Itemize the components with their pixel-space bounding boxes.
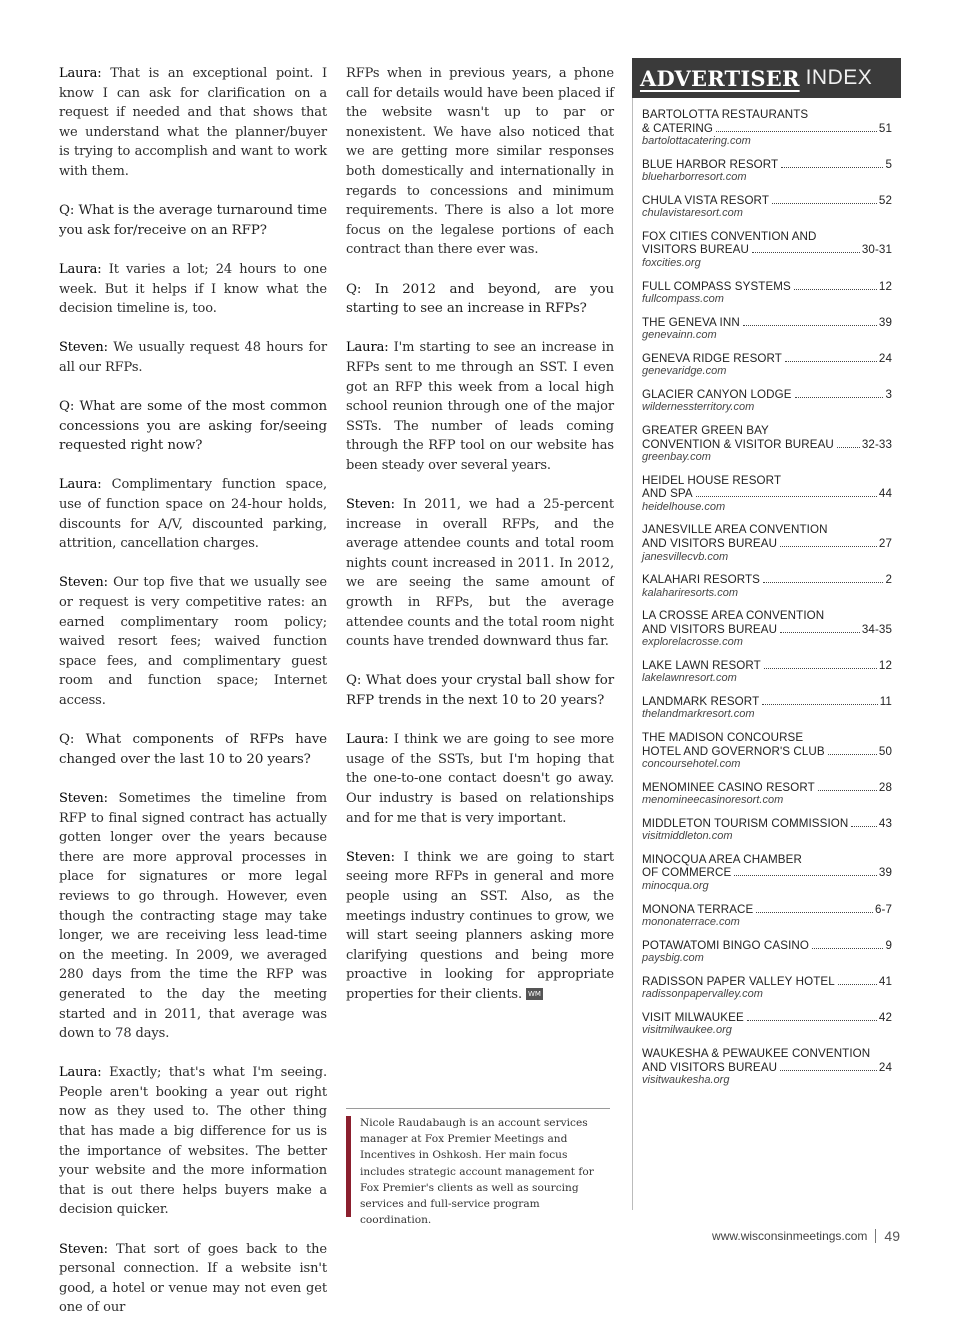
- advertiser-url[interactable]: thelandmarkresort.com: [642, 708, 755, 721]
- advertiser-name-line: [642, 939, 892, 953]
- advertiser-page: 5: [885, 157, 892, 171]
- answer-text: That sort of goes back to the personal connection. If a website isn't good, a hotel or venue may not even get one of our: [59, 1241, 327, 1316]
- advertiser-page: 43: [878, 816, 892, 830]
- author-bio: [346, 1108, 610, 1228]
- advertiser-name-line1: GREATER GREEN BAY: [642, 423, 769, 437]
- advertiser-index-header: [632, 58, 901, 98]
- advertiser-name: THE GENEVA INN: [642, 315, 740, 329]
- advertiser-url[interactable]: genevainn.com: [642, 329, 717, 342]
- dot-leader: [818, 790, 877, 791]
- advertiser-page: 9: [885, 938, 892, 952]
- advertiser-page: 30-31: [861, 243, 892, 257]
- advertiser-name-line: [642, 903, 892, 917]
- interview-answer: [59, 789, 327, 1044]
- advertiser-page: 51: [878, 121, 892, 135]
- advertiser-url[interactable]: visitmilwaukee.org: [642, 1024, 732, 1037]
- advertiser-name: CHULA VISTA RESORT: [642, 193, 770, 207]
- advertiser-name: KALAHARI RESORTS: [642, 573, 761, 586]
- advertiser-name: FULL COMPASS SYSTEMS: [642, 279, 791, 293]
- advertiser-entry: [642, 158, 892, 185]
- advertiser-name-line: [642, 866, 892, 880]
- speaker-name: Steven:: [346, 497, 395, 513]
- advertiser-url[interactable]: chulavistaresort.com: [642, 207, 743, 220]
- dot-leader: [780, 546, 877, 547]
- answer-text: I'm starting to see an increase in RFPs sent to me through an SST. I even got an RFP this week from a local high school reunion through one of the major SSTs. The number of leads coming through the RFP tool on our website has been steady over several years.: [346, 340, 614, 473]
- advertiser-name-line: [642, 438, 892, 452]
- advertiser-name-line: [642, 194, 892, 208]
- advertiser-entry: [642, 853, 892, 893]
- advertiser-name-line: [642, 388, 892, 402]
- end-mark: WM: [528, 990, 541, 999]
- advertiser-name-line: [642, 781, 892, 795]
- interview-answer: [346, 495, 614, 652]
- dot-leader: [828, 754, 877, 755]
- dot-leader: [780, 632, 860, 633]
- advertiser-entry: [642, 474, 892, 514]
- advertiser-name: MONONA TERRACE: [642, 902, 754, 916]
- bio-accent-bar: [346, 1116, 351, 1217]
- advertiser-entry: [642, 194, 892, 221]
- advertiser-page: 39: [878, 866, 892, 880]
- dot-leader: [785, 361, 877, 362]
- advertiser-name: AND VISITORS BUREAU: [642, 536, 778, 550]
- advertiser-page: 3: [885, 387, 892, 401]
- bio-text: Nicole Raudabaugh is an account services manager at Fox Premier Meetings and Incentives in Oshkosh. Her main focus includes strategic account management for Fox Premier's clients as well as sourcing services and full-service program coordination.: [360, 1117, 594, 1227]
- speaker-name: Steven:: [59, 340, 108, 356]
- advertiser-entry: [642, 1047, 892, 1087]
- advertiser-page: 27: [878, 536, 892, 550]
- advertiser-name-line: [642, 158, 892, 172]
- answer-text: We usually request 48 hours for all our RFPs.: [59, 340, 327, 375]
- advertiser-name-line1: FOX CITIES CONVENTION AND: [642, 229, 817, 243]
- advertiser-page: 50: [878, 744, 892, 758]
- answer-text: That is an exceptional point. I know I can ask for clarification on a request if needed and that shows that we understand what the planner/buyer is trying to accomplish and want to work with them.: [59, 66, 327, 179]
- advertiser-page: 12: [878, 658, 892, 672]
- interview-answer: [346, 64, 614, 260]
- advertiser-url[interactable]: explorelacrosse.com: [642, 636, 743, 649]
- advertiser-url[interactable]: kalahariresorts.com: [642, 586, 738, 599]
- advertiser-name-line1: JANESVILLE AREA CONVENTION: [642, 523, 828, 537]
- advertiser-entry: [642, 731, 892, 771]
- advertiser-url[interactable]: blueharborresort.com: [642, 171, 747, 184]
- advertiser-entry: [642, 975, 892, 1002]
- advertiser-name-line: [642, 1011, 892, 1025]
- advertiser-url[interactable]: mononaterrace.com: [642, 916, 740, 929]
- footer-website[interactable]: www.wisconsinmeetings.com: [712, 1229, 868, 1243]
- advertiser-index-list: [642, 108, 892, 1097]
- interview-answer: [346, 730, 614, 828]
- answer-text: Exactly; that's what I'm seeing. People aren't booking a year out right now as they used to. The other thing that has made a big difference for us is the importance of websites. The better your website and the more information that is out there helps buyers make a decision quicker.: [59, 1065, 327, 1218]
- dot-leader: [837, 447, 860, 448]
- speaker-name: Laura:: [59, 477, 102, 493]
- interview-answer: [346, 338, 614, 475]
- dot-leader: [795, 397, 884, 398]
- dot-leader: [747, 1020, 877, 1021]
- advertiser-name-line: [642, 1061, 892, 1075]
- advertiser-entry: [642, 424, 892, 464]
- advertiser-url[interactable]: janesvillecvb.com: [642, 550, 729, 563]
- page-number: 49: [884, 1228, 900, 1244]
- interview-answer: [59, 1063, 327, 1220]
- advertiser-name: AND SPA: [642, 487, 693, 501]
- dot-leader: [763, 582, 883, 583]
- advertiser-entry: [642, 523, 892, 563]
- advertiser-name: CONVENTION & VISITOR BUREAU: [642, 437, 834, 451]
- advertiser-entry: [642, 695, 892, 722]
- advertiser-name: VISITORS BUREAU: [642, 243, 749, 257]
- interview-answer: [59, 573, 327, 710]
- dot-leader: [812, 948, 883, 949]
- interview-question: Q: What does your crystal ball show for RFP trends in the next 10 to 20 years?: [346, 673, 614, 708]
- advertiser-name-line: [642, 316, 892, 330]
- advertiser-url[interactable]: heidelhouse.com: [642, 500, 726, 513]
- speaker-name: Steven:: [59, 1241, 108, 1257]
- advertiser-url[interactable]: visitwaukesha.org: [642, 1074, 730, 1087]
- speaker-name: Steven:: [59, 790, 108, 806]
- page-footer: [712, 1228, 900, 1244]
- advertiser-entry: [642, 230, 892, 270]
- advertiser-url[interactable]: fullcompass.com: [642, 293, 724, 306]
- dot-leader: [772, 203, 877, 204]
- advertiser-name: MIDDLETON TOURISM COMMISSION: [642, 816, 849, 830]
- advertiser-url[interactable]: lakelawnresort.com: [642, 672, 737, 685]
- dot-leader: [780, 1070, 877, 1071]
- advertiser-name-line: [642, 280, 892, 294]
- advertiser-entry: [642, 609, 892, 649]
- advertiser-url[interactable]: radissonpapervalley.com: [642, 988, 763, 1001]
- dot-leader: [752, 252, 860, 253]
- speaker-name: Laura:: [59, 261, 102, 277]
- advertiser-name-line: [642, 659, 892, 673]
- advertiser-url[interactable]: visitmiddleton.com: [642, 830, 733, 843]
- advertiser-entry: [642, 939, 892, 966]
- interview-answer: [59, 260, 327, 319]
- advertiser-entry: [642, 280, 892, 307]
- dot-leader: [781, 167, 883, 168]
- advertiser-entry: [642, 388, 892, 415]
- advertiser-name-line1: LA CROSSE AREA CONVENTION: [642, 609, 825, 623]
- dot-leader: [756, 912, 873, 913]
- article-column-left: [59, 64, 327, 1338]
- advertiser-url[interactable]: minocqua.org: [642, 880, 709, 893]
- advertiser-name: AND VISITORS BUREAU: [642, 1060, 778, 1074]
- advertiser-page: 24: [878, 351, 892, 365]
- advertiser-url[interactable]: wildernessterritory.com: [642, 401, 755, 414]
- advertiser-url[interactable]: menomineecasinoresort.com: [642, 794, 784, 807]
- interview-answer: [59, 1240, 327, 1318]
- advertiser-url[interactable]: foxcities.org: [642, 257, 701, 270]
- advertiser-entry: [642, 781, 892, 808]
- interview-answer: [59, 475, 327, 553]
- advertiser-entry: [642, 659, 892, 686]
- dot-leader: [696, 496, 877, 497]
- advertiser-url[interactable]: greenbay.com: [642, 451, 711, 464]
- advertiser-name-line1: BARTOLOTTA RESTAURANTS: [642, 108, 809, 121]
- advertiser-entry: [642, 903, 892, 930]
- advertiser-url[interactable]: concoursehotel.com: [642, 758, 741, 771]
- dot-leader: [794, 289, 877, 290]
- advertiser-entry: [642, 108, 892, 148]
- advertiser-name-line: [642, 487, 892, 501]
- advertiser-page: 41: [878, 974, 892, 988]
- advertiser-page: 39: [878, 315, 892, 329]
- advertiser-name: OF COMMERCE: [642, 866, 732, 880]
- answer-text: RFPs when in previous years, a phone call for details would have been placed if the website wasn't up to par or nonexistent. We have also noticed that we are getting more similar responses both domestically and internationally in regards to concessions and minimum requirements. There is also a lot more focus on the legalese portions of each contract than there ever was.: [346, 66, 614, 258]
- index-divider: [632, 58, 633, 1210]
- advertiser-page: 34-35: [861, 622, 892, 636]
- advertiser-page: 32-33: [861, 437, 892, 451]
- advertiser-page: 12: [878, 279, 892, 293]
- advertiser-page: 52: [878, 193, 892, 207]
- answer-text: I think we are going to see more usage of the SSTs, but I'm hoping that the one-to-one contact doesn't go away. Our industry is based on relationships and for me that is very important.: [346, 732, 614, 826]
- interview-question: Q: What components of RFPs have changed over the last 10 to 20 years?: [59, 732, 327, 767]
- speaker-name: Steven:: [346, 849, 395, 865]
- answer-text: Complimentary function space, use of function space on 24-hour holds, discounts for A/V, discounted parking, attrition, cancellation charges.: [59, 477, 327, 552]
- interview-answer: [346, 848, 614, 1005]
- footer-separator: [875, 1229, 876, 1243]
- advertiser-name-line: [642, 975, 892, 989]
- advertiser-page: 6-7: [874, 902, 892, 916]
- advertiser-url[interactable]: bartolottacatering.com: [642, 135, 751, 148]
- advertiser-name-line: [642, 352, 892, 366]
- advertiser-page: 11: [879, 694, 892, 708]
- advertiser-name-line: [642, 817, 892, 831]
- speaker-name: Laura:: [346, 732, 389, 748]
- interview-answer: [59, 338, 327, 377]
- dot-leader: [762, 704, 878, 705]
- advertiser-name: RADISSON PAPER VALLEY HOTEL: [642, 974, 835, 988]
- speaker-name: Steven:: [59, 575, 108, 591]
- answer-text: Our top five that we usually see or request is very competitive rates: an earned complimentary room policy; waived resort fees; waived function space fees, and complimentary guest room and function space; Internet access.: [59, 575, 327, 708]
- advertiser-entry: [642, 817, 892, 844]
- advertiser-entry: [642, 1011, 892, 1038]
- advertiser-name: HOTEL AND GOVERNOR'S CLUB: [642, 744, 825, 758]
- answer-text: In 2011, we had a 25-percent increase in overall RFPs, and the average attendee counts and total room nights count increased in 2011. In 2012, we are seeing the same amount of growth in RFPs, but the average attendee counts and the total room night counts have trended downward thus far.: [346, 497, 614, 650]
- speaker-name: Laura:: [346, 340, 389, 356]
- dot-leader: [838, 984, 877, 985]
- answer-text: I think we are going to start seeing more RFPs in general and more people using an SST. Also, as the meetings industry continues to grow, we will start seeing planners asking more clarifying questions and being more proactive in looking for appropriate properties for their clients.: [346, 849, 614, 1002]
- answer-text: It varies a lot; 24 hours to one week. But it helps if I know what the decision timeline is, too.: [59, 261, 327, 317]
- index-title-bold: ADVERTISER: [640, 65, 800, 91]
- advertiser-name: GENEVA RIDGE RESORT: [642, 351, 782, 365]
- advertiser-name-line: [642, 623, 892, 637]
- interview-question: Q: What are some of the most common concessions you are asking for/seeing requested right now?: [59, 399, 327, 454]
- index-title-light: INDEX: [805, 66, 873, 89]
- dot-leader: [764, 668, 877, 669]
- advertiser-name-line: [642, 537, 892, 551]
- advertiser-name-line: [642, 573, 892, 587]
- advertiser-name-line1: HEIDEL HOUSE RESORT: [642, 473, 782, 487]
- advertiser-name-line: [642, 243, 892, 257]
- interview-question: Q: In 2012 and beyond, are you starting to see an increase in RFPs?: [346, 281, 614, 317]
- advertiser-page: 42: [878, 1010, 892, 1024]
- advertiser-name-line1: THE MADISON CONCOURSE: [642, 730, 804, 744]
- dot-leader: [734, 875, 877, 876]
- advertiser-name-line: [642, 745, 892, 759]
- advertiser-entry: [642, 352, 892, 379]
- advertiser-name-line1: WAUKESHA & PEWAUKEE CONVENTION: [642, 1046, 871, 1060]
- advertiser-name: BLUE HARBOR RESORT: [642, 157, 779, 171]
- advertiser-page: 24: [878, 1060, 892, 1074]
- advertiser-name: LANDMARK RESORT: [642, 694, 760, 708]
- interview-answer: [59, 64, 327, 182]
- speaker-name: Laura:: [59, 1065, 102, 1081]
- interview-question: Q: What is the average turnaround time you ask for/receive on an RFP?: [59, 203, 328, 238]
- advertiser-name-line1: MINOCQUA AREA CHAMBER: [642, 852, 802, 866]
- advertiser-name: POTAWATOMI BINGO CASINO: [642, 938, 809, 952]
- advertiser-name: LAKE LAWN RESORT: [642, 658, 761, 672]
- advertiser-name-line: [642, 695, 892, 709]
- dot-leader: [851, 826, 877, 827]
- advertiser-page: 28: [878, 780, 892, 794]
- advertiser-entry: [642, 316, 892, 343]
- advertiser-page: 2: [885, 573, 892, 586]
- advertiser-url[interactable]: paysbig.com: [642, 952, 704, 965]
- advertiser-url[interactable]: genevaridge.com: [642, 365, 727, 378]
- advertiser-name: AND VISITORS BUREAU: [642, 622, 778, 636]
- advertiser-name: GLACIER CANYON LODGE: [642, 387, 792, 401]
- answer-text: Sometimes the timeline from RFP to final signed contract has actually gotten longer over the years because there are more approval processes in place for signatures or more legal reviews to go through. However, even though the contracting stage may take longer, we are receiving less lead-time on the meeting. In 2009, we averaged 280 days from the time the RFP was generated to the day the meeting started and in 2011, that average was down to 78 days.: [59, 790, 327, 1042]
- dot-leader: [743, 325, 877, 326]
- article-column-middle: [346, 64, 614, 1024]
- advertiser-name-line: [642, 122, 892, 136]
- advertiser-name: MENOMINEE CASINO RESORT: [642, 780, 815, 794]
- advertiser-entry: [642, 573, 892, 600]
- speaker-name: Laura:: [59, 66, 102, 81]
- advertiser-page: 44: [878, 487, 892, 501]
- advertiser-name: & CATERING: [642, 121, 713, 135]
- dot-leader: [716, 131, 877, 132]
- advertiser-name: VISIT MILWAUKEE: [642, 1010, 744, 1024]
